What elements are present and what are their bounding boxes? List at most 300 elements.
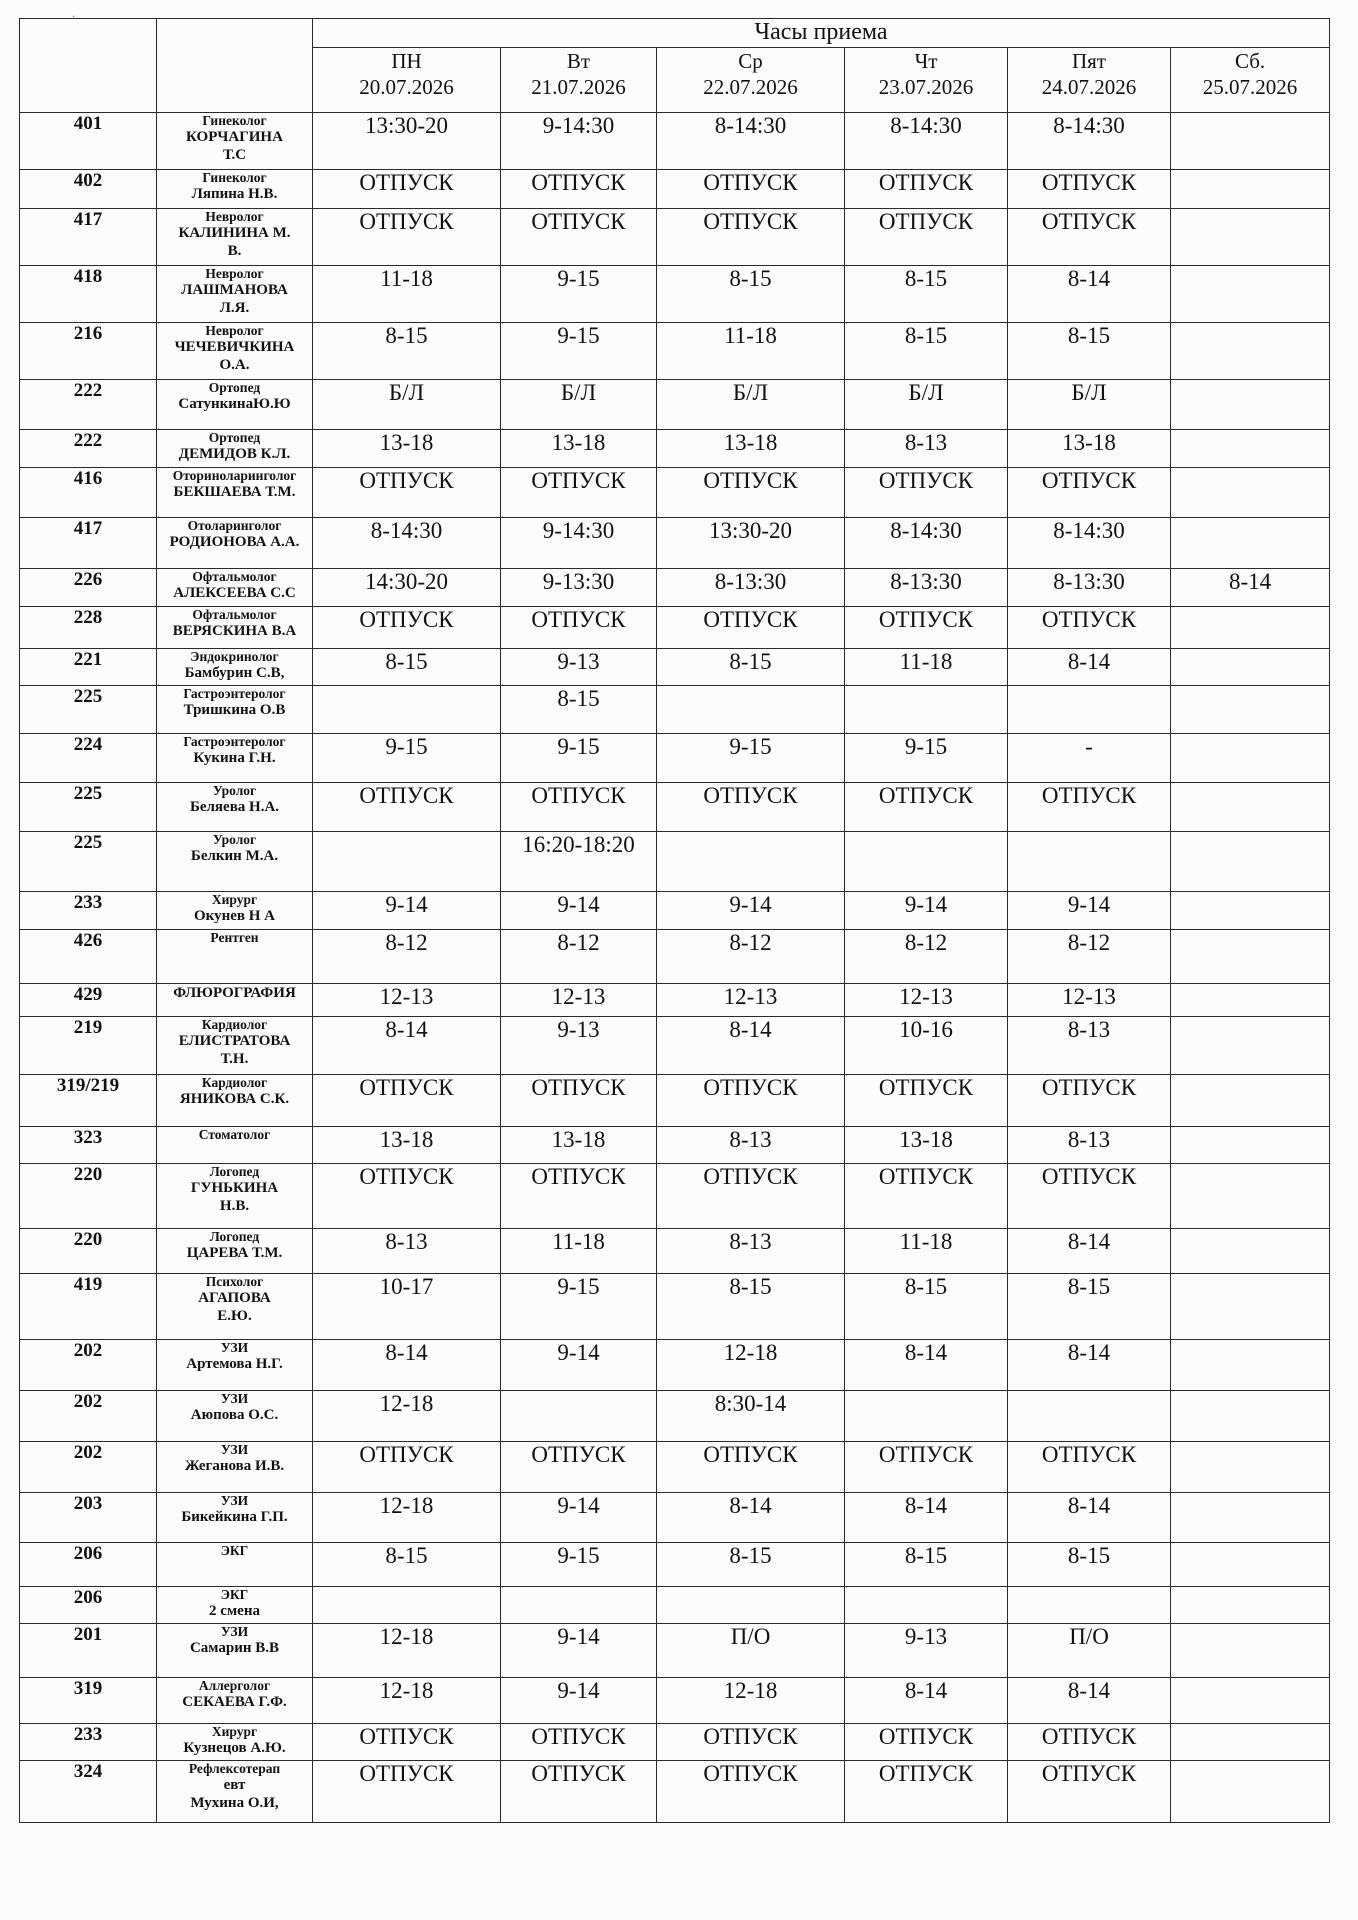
- day-name: Пят: [1071, 49, 1106, 73]
- hours-cell: 9-14: [501, 1493, 657, 1543]
- hours-cell: ОТПУСК: [1008, 1442, 1171, 1493]
- day-date: 23.07.2026: [878, 75, 974, 99]
- hours-cell: 8-12: [845, 930, 1008, 984]
- hours-cell: 8-13: [1008, 1127, 1171, 1164]
- table-row: [20, 734, 1330, 783]
- hours-cell: 13:30-20: [657, 518, 845, 569]
- doctor-cell: [157, 1724, 313, 1761]
- room-number: 202: [20, 1391, 157, 1442]
- hours-cell: 8-14:30: [845, 113, 1008, 170]
- doctor-cell: [157, 170, 313, 209]
- hours-cell: [1171, 1543, 1330, 1587]
- hours-cell: [1171, 170, 1330, 209]
- room-number: 417: [20, 518, 157, 569]
- table-row: [20, 1274, 1330, 1340]
- doctor-cell: [157, 607, 313, 649]
- room-number: 419: [20, 1274, 157, 1340]
- hours-cell: 8-15: [1008, 1543, 1171, 1587]
- doctor-name: РОДИОНОВА А.А.: [169, 534, 300, 550]
- hours-cell: [1171, 518, 1330, 569]
- hours-cell: 12-18: [313, 1624, 501, 1678]
- specialty: Невролог: [205, 266, 264, 281]
- hours-cell: 9-14: [501, 1624, 657, 1678]
- hours-cell: ОТПУСК: [657, 607, 845, 649]
- doctor-name: БЕКШАЕВА Т.М.: [173, 484, 296, 500]
- hours-cell: 8-14:30: [1008, 113, 1171, 170]
- hours-cell: 8-15: [845, 1274, 1008, 1340]
- hours-cell: 8:30-14: [657, 1391, 845, 1442]
- room-number: 225: [20, 686, 157, 734]
- hours-cell: 13:30-20: [313, 113, 501, 170]
- hours-cell: 8-14: [657, 1017, 845, 1075]
- specialty: Рефлексотерап: [188, 1761, 281, 1776]
- hours-cell: ОТПУСК: [1008, 468, 1171, 518]
- hours-cell: 9-15: [501, 323, 657, 380]
- room-number: 233: [20, 892, 157, 930]
- hours-cell: 13-18: [313, 1127, 501, 1164]
- doctor-cell: [157, 209, 313, 266]
- hours-cell: 9-14: [313, 892, 501, 930]
- hours-cell: [1171, 734, 1330, 783]
- hours-cell: 8-15: [845, 323, 1008, 380]
- doctor-cell: [157, 1442, 313, 1493]
- doctor-name: Белкин М.А.: [190, 848, 279, 864]
- hours-cell: [1171, 1624, 1330, 1678]
- room-number: 219: [20, 1017, 157, 1075]
- day-date: 25.07.2026: [1202, 75, 1298, 99]
- doctor-name: АЛЕКСЕЕВА С.С: [173, 585, 296, 601]
- room-number: 224: [20, 734, 157, 783]
- hours-cell: Б/Л: [657, 380, 845, 430]
- doctor-cell: [157, 468, 313, 518]
- hours-cell: [1171, 1127, 1330, 1164]
- doctor-name: Самарин В.В: [189, 1640, 280, 1656]
- hours-cell: 9-13: [501, 1017, 657, 1075]
- hours-cell: [313, 1587, 501, 1624]
- hours-cell: ОТПУСК: [1008, 1075, 1171, 1127]
- doctor-name: Жеганова И.В.: [184, 1458, 285, 1474]
- day-header: [845, 48, 1008, 113]
- day-name: Сб.: [1234, 49, 1266, 73]
- hours-cell: 9-15: [501, 1274, 657, 1340]
- hours-cell: [313, 686, 501, 734]
- room-number: 220: [20, 1229, 157, 1274]
- hours-cell: 9-13: [501, 649, 657, 686]
- day-date: 20.07.2026: [359, 75, 454, 99]
- hours-cell: 8-15: [1008, 323, 1171, 380]
- doctor-name: Л.Я.: [219, 300, 250, 316]
- table-row: [20, 380, 1330, 430]
- doctor-cell: [157, 1017, 313, 1075]
- doctor-name: КОРЧАГИНА: [186, 129, 283, 145]
- room-number: 319/219: [20, 1075, 157, 1127]
- table-row: [20, 1164, 1330, 1229]
- doctor-cell: [157, 1075, 313, 1127]
- hours-cell: [845, 686, 1008, 734]
- hours-cell: ОТПУСК: [845, 468, 1008, 518]
- room-number: 222: [20, 430, 157, 468]
- hours-cell: 8-14: [1008, 1678, 1171, 1724]
- doctor-cell: [157, 1493, 313, 1543]
- doctor-name: Окунев Н А: [194, 908, 275, 924]
- hours-cell: ОТПУСК: [657, 1075, 845, 1127]
- hours-cell: 12-13: [1008, 984, 1171, 1017]
- room-number: 417: [20, 209, 157, 266]
- room-number: 225: [20, 783, 157, 832]
- hours-cell: ОТПУСК: [845, 1164, 1008, 1229]
- hours-cell: ОТПУСК: [1008, 783, 1171, 832]
- day-header: [1008, 48, 1171, 113]
- hours-cell: 8-13:30: [1008, 569, 1171, 607]
- hours-cell: [1171, 380, 1330, 430]
- hours-cell: [1171, 1587, 1330, 1624]
- doctor-cell: [157, 649, 313, 686]
- hours-cell: 13-18: [501, 1127, 657, 1164]
- hours-cell: ОТПУСК: [1008, 1724, 1171, 1761]
- hours-cell: 13-18: [501, 430, 657, 468]
- doctor-cell: [157, 1340, 313, 1391]
- hours-cell: 12-13: [313, 984, 501, 1017]
- hours-cell: ОТПУСК: [657, 170, 845, 209]
- hours-cell: 8-14: [1008, 266, 1171, 323]
- doctor-name: ДЕМИДОВ К.Л.: [178, 446, 291, 462]
- hours-cell: 12-18: [657, 1340, 845, 1391]
- specialty: Хирург: [211, 892, 258, 907]
- table-row: [20, 607, 1330, 649]
- doctor-name: Аюпова О.С.: [190, 1407, 279, 1423]
- doctor-name: Е.Ю.: [217, 1308, 252, 1324]
- hours-cell: П/О: [657, 1624, 845, 1678]
- hours-cell: ОТПУСК: [1008, 1761, 1171, 1823]
- specialty: Гастроэнтеролог: [183, 734, 286, 749]
- hours-cell: 11-18: [313, 266, 501, 323]
- doctor-cell: [157, 1587, 313, 1624]
- hours-cell: [1008, 686, 1171, 734]
- doctor-cell: [157, 569, 313, 607]
- doctor-cell: [157, 1761, 313, 1823]
- room-number: 203: [20, 1493, 157, 1543]
- table-row: [20, 1229, 1330, 1274]
- hours-cell: 8-14: [845, 1493, 1008, 1543]
- table-row: [20, 686, 1330, 734]
- hours-cell: 16:20-18:20: [501, 832, 657, 892]
- room-number: 206: [20, 1543, 157, 1587]
- doctor-cell: [157, 1164, 313, 1229]
- doctor-name: Беляева Н.А.: [189, 799, 280, 815]
- hours-cell: [657, 832, 845, 892]
- doctor-name: ЦАРЕВА Т.М.: [186, 1245, 283, 1261]
- hours-cell: ОТПУСК: [313, 170, 501, 209]
- doctor-name: 2 смена: [209, 1603, 260, 1619]
- hours-cell: ОТПУСК: [657, 1164, 845, 1229]
- hours-cell: ОТПУСК: [313, 1761, 501, 1823]
- table-row: [20, 1587, 1330, 1624]
- scan-mark: ·: [72, 12, 76, 23]
- hours-cell: [657, 686, 845, 734]
- hours-cell: ОТПУСК: [845, 1075, 1008, 1127]
- hours-cell: 9-14:30: [501, 113, 657, 170]
- table-row: [20, 113, 1330, 170]
- hours-cell: [1008, 1587, 1171, 1624]
- hours-cell: ОТПУСК: [657, 1442, 845, 1493]
- specialty: Гинеколог: [202, 170, 267, 185]
- table-row: [20, 649, 1330, 686]
- hours-cell: 8-15: [657, 1543, 845, 1587]
- header-blank-room: [20, 19, 157, 113]
- day-name: Чт: [914, 49, 938, 73]
- hours-cell: ОТПУСК: [501, 209, 657, 266]
- doctor-cell: [157, 113, 313, 170]
- doctor-cell: [157, 686, 313, 734]
- hours-cell: 8-15: [501, 686, 657, 734]
- hours-cell: 9-13: [845, 1624, 1008, 1678]
- hours-cell: [845, 1391, 1008, 1442]
- table-row: [20, 1678, 1330, 1724]
- doctor-cell: [157, 1678, 313, 1724]
- hours-cell: П/О: [1008, 1624, 1171, 1678]
- doctor-cell: [157, 323, 313, 380]
- table-row: [20, 266, 1330, 323]
- specialty: УЗИ: [220, 1340, 249, 1355]
- hours-cell: 13-18: [313, 430, 501, 468]
- hours-cell: 11-18: [845, 649, 1008, 686]
- hours-cell: ОТПУСК: [1008, 1164, 1171, 1229]
- hours-cell: ОТПУСК: [501, 783, 657, 832]
- hours-title: Часы приема: [313, 19, 1330, 48]
- hours-cell: 8-14: [1171, 569, 1330, 607]
- table-row: [20, 832, 1330, 892]
- table-row: [20, 569, 1330, 607]
- hours-cell: ОТПУСК: [313, 1724, 501, 1761]
- hours-cell: [1171, 113, 1330, 170]
- doctor-cell: [157, 1391, 313, 1442]
- hours-cell: 8-15: [313, 1543, 501, 1587]
- doctor-name: ВЕРЯСКИНА В.А: [172, 623, 297, 639]
- hours-cell: 8-12: [313, 930, 501, 984]
- hours-cell: ОТПУСК: [845, 1724, 1008, 1761]
- doctor-name: Мухина О.И,: [190, 1795, 279, 1811]
- room-number: 202: [20, 1442, 157, 1493]
- specialty: Отоларинголог: [187, 518, 282, 533]
- hours-cell: [1171, 1340, 1330, 1391]
- hours-cell: ОТПУСК: [657, 209, 845, 266]
- hours-cell: ОТПУСК: [501, 1442, 657, 1493]
- doctor-cell: [157, 892, 313, 930]
- hours-cell: ОТПУСК: [313, 783, 501, 832]
- doctor-name: ЧЕЧЕВИЧКИНА: [174, 339, 295, 355]
- hours-cell: ОТПУСК: [845, 170, 1008, 209]
- hours-cell: [657, 1587, 845, 1624]
- table-row: [20, 1724, 1330, 1761]
- doctor-name: КАЛИНИНА М.: [178, 225, 291, 241]
- hours-cell: ОТПУСК: [657, 468, 845, 518]
- table-row: [20, 323, 1330, 380]
- doctor-name: Н.В.: [219, 1198, 250, 1214]
- hours-cell: [1171, 468, 1330, 518]
- hours-cell: 8-13: [657, 1127, 845, 1164]
- specialty: Стоматолог: [198, 1127, 271, 1142]
- hours-cell: 13-18: [1008, 430, 1171, 468]
- room-number: 324: [20, 1761, 157, 1823]
- doctor-name: Бикейкина Г.П.: [181, 1509, 288, 1525]
- hours-cell: ОТПУСК: [501, 1724, 657, 1761]
- specialty: Гастроэнтеролог: [183, 686, 286, 701]
- specialty: Уролог: [212, 783, 257, 798]
- hours-cell: 8-14:30: [657, 113, 845, 170]
- hours-cell: ОТПУСК: [1008, 607, 1171, 649]
- hours-cell: 8-14: [1008, 1340, 1171, 1391]
- room-number: 323: [20, 1127, 157, 1164]
- specialty: Аллерголог: [198, 1678, 271, 1693]
- hours-cell: 8-14:30: [845, 518, 1008, 569]
- room-number: 228: [20, 607, 157, 649]
- hours-cell: 9-15: [501, 266, 657, 323]
- hours-cell: [1171, 984, 1330, 1017]
- table-row: [20, 892, 1330, 930]
- day-date: 24.07.2026: [1041, 75, 1137, 99]
- day-header: [501, 48, 657, 113]
- doctor-name: ЛАШМАНОВА: [181, 282, 288, 298]
- hours-cell: 8-13:30: [845, 569, 1008, 607]
- hours-cell: 8-13: [845, 430, 1008, 468]
- hours-cell: 8-14: [313, 1017, 501, 1075]
- hours-cell: [1171, 686, 1330, 734]
- hours-cell: ОТПУСК: [313, 468, 501, 518]
- specialty: Кардиолог: [201, 1075, 268, 1090]
- hours-cell: ОТПУСК: [313, 1164, 501, 1229]
- table-row: [20, 209, 1330, 266]
- hours-cell: 12-18: [313, 1678, 501, 1724]
- doctor-cell: [157, 930, 313, 984]
- hours-cell: 12-18: [313, 1391, 501, 1442]
- hours-cell: [1171, 649, 1330, 686]
- doctor-cell: [157, 832, 313, 892]
- doctor-name: ЯНИКОВА С.К.: [179, 1091, 290, 1107]
- room-number: 220: [20, 1164, 157, 1229]
- hours-cell: [1171, 1493, 1330, 1543]
- hours-cell: ОТПУСК: [501, 607, 657, 649]
- hours-cell: 8-13: [313, 1229, 501, 1274]
- doctor-name: евт: [223, 1777, 246, 1793]
- hours-cell: [1171, 1724, 1330, 1761]
- day-header: [657, 48, 845, 113]
- hours-cell: 11-18: [501, 1229, 657, 1274]
- hours-cell: 8-13:30: [657, 569, 845, 607]
- hours-cell: 12-13: [657, 984, 845, 1017]
- hours-cell: ОТПУСК: [501, 1761, 657, 1823]
- hours-cell: [845, 832, 1008, 892]
- hours-cell: ОТПУСК: [501, 468, 657, 518]
- hours-cell: [1008, 832, 1171, 892]
- room-number: 402: [20, 170, 157, 209]
- hours-cell: 12-18: [657, 1678, 845, 1724]
- doctor-cell: [157, 1274, 313, 1340]
- hours-cell: 8-15: [1008, 1274, 1171, 1340]
- room-number: 319: [20, 1678, 157, 1724]
- hours-cell: 8-15: [657, 266, 845, 323]
- day-date: 21.07.2026: [531, 75, 626, 99]
- hours-cell: Б/Л: [313, 380, 501, 430]
- hours-cell: 8-12: [657, 930, 845, 984]
- table-row: [20, 170, 1330, 209]
- specialty: Эндокринолог: [190, 649, 279, 664]
- doctor-name: СЕКАЕВА Г.Ф.: [182, 1694, 287, 1710]
- hours-cell: 9-14:30: [501, 518, 657, 569]
- hours-cell: 9-14: [501, 1678, 657, 1724]
- hours-cell: 10-17: [313, 1274, 501, 1340]
- hours-cell: 9-15: [845, 734, 1008, 783]
- table-row: [20, 1624, 1330, 1678]
- table-row: [20, 430, 1330, 468]
- hours-cell: 13-18: [657, 430, 845, 468]
- table-row: [20, 1017, 1330, 1075]
- hours-cell: 8-14:30: [313, 518, 501, 569]
- doctor-name: АГАПОВА: [198, 1290, 271, 1306]
- hours-cell: 8-14: [1008, 649, 1171, 686]
- specialty: Логопед: [209, 1229, 260, 1244]
- doctor-name: В.: [227, 243, 242, 259]
- specialty: УЗИ: [220, 1493, 249, 1508]
- hours-cell: 8-15: [845, 266, 1008, 323]
- hours-cell: 9-15: [313, 734, 501, 783]
- hours-cell: 8-13: [1008, 1017, 1171, 1075]
- doctor-cell: [157, 783, 313, 832]
- table-row: [20, 468, 1330, 518]
- hours-cell: ОТПУСК: [313, 607, 501, 649]
- hours-cell: ОТПУСК: [845, 209, 1008, 266]
- hours-cell: [1171, 1075, 1330, 1127]
- hours-cell: 8-14: [845, 1340, 1008, 1391]
- day-header: [313, 48, 501, 113]
- hours-cell: 8-15: [657, 1274, 845, 1340]
- doctor-name: Кукина Г.Н.: [193, 750, 276, 766]
- reception-hours-table: [19, 18, 1330, 1823]
- hours-cell: 8-15: [313, 323, 501, 380]
- table-row: [20, 1127, 1330, 1164]
- room-number: 206: [20, 1587, 157, 1624]
- room-number: 429: [20, 984, 157, 1017]
- doctor-name: Т.Н.: [220, 1051, 249, 1067]
- hours-cell: 11-18: [845, 1229, 1008, 1274]
- specialty: Офтальмолог: [192, 607, 277, 622]
- hours-cell: 14:30-20: [313, 569, 501, 607]
- hours-cell: [1171, 1678, 1330, 1724]
- hours-cell: 9-15: [501, 734, 657, 783]
- hours-cell: 8-13: [657, 1229, 845, 1274]
- specialty: ЭКГ: [220, 1543, 249, 1558]
- specialty: Офтальмолог: [192, 569, 277, 584]
- hours-cell: 9-14: [845, 892, 1008, 930]
- table-row: [20, 984, 1330, 1017]
- specialty: Ортопед: [208, 380, 261, 395]
- hours-cell: 8-14: [845, 1678, 1008, 1724]
- hours-cell: 8-14: [1008, 1229, 1171, 1274]
- hours-cell: 8-14: [657, 1493, 845, 1543]
- doctor-cell: [157, 1543, 313, 1587]
- hours-cell: [845, 1587, 1008, 1624]
- hours-cell: 8-12: [501, 930, 657, 984]
- table-row: [20, 1493, 1330, 1543]
- doctor-name: ЕЛИСТРАТОВА: [178, 1033, 291, 1049]
- specialty: Рентген: [210, 930, 259, 945]
- specialty: УЗИ: [220, 1624, 249, 1639]
- hours-cell: Б/Л: [1008, 380, 1171, 430]
- hours-cell: [501, 1587, 657, 1624]
- doctor-name: Тришкина О.В: [183, 702, 286, 718]
- hours-cell: ОТПУСК: [313, 209, 501, 266]
- hours-cell: ОТПУСК: [501, 1075, 657, 1127]
- room-number: 401: [20, 113, 157, 170]
